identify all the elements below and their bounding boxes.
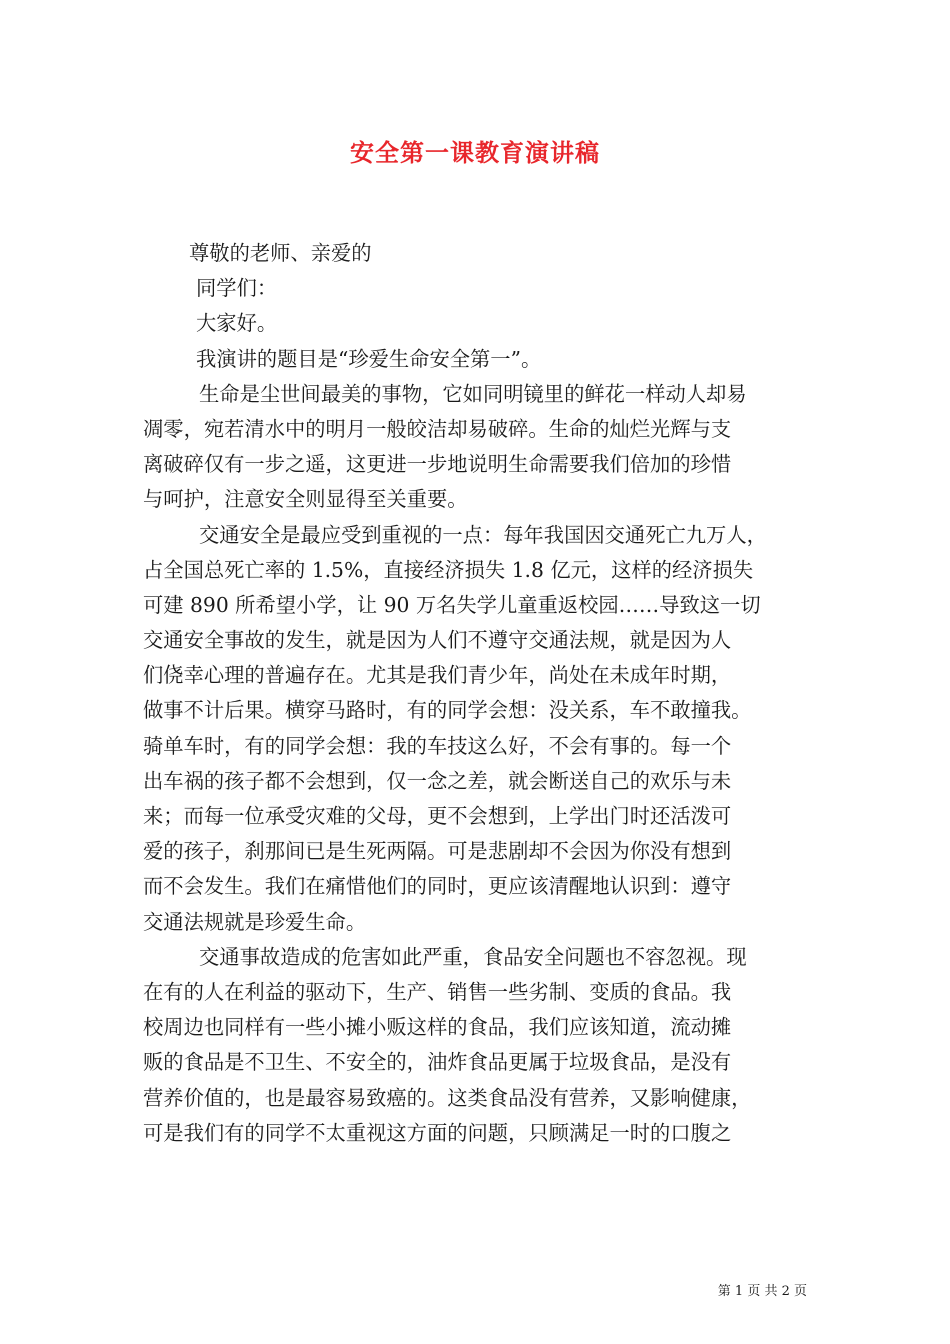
body-line: 校周边也同样有一些小摊小贩这样的食品，我们应该知道，流动摊	[143, 1015, 732, 1040]
body-line: 爱的孩子，刹那间已是生死两隔。可是悲剧却不会因为你没有想到	[143, 839, 732, 864]
body-line: 我演讲的题目是“珍爱生命安全第一”。	[196, 346, 542, 371]
body-line: 来；而每一位承受灾难的父母，更不会想到，上学出门时还活泼可	[143, 804, 732, 828]
body-line: 交通安全事故的发生，就是因为人们不遵守交通法规，就是因为人	[143, 628, 732, 653]
body-line: 离破碎仅有一步之遥，这更进一步地说明生命需要我们倍加的珍惜	[143, 452, 732, 477]
document-body	[143, 236, 808, 1151]
page-title: 安全第一课教育演讲稿	[350, 138, 600, 167]
body-line: 在有的人在利益的驱动下，生产、销售一些劣制、变质的食品。我	[143, 979, 732, 1004]
body-line: 营养价值的，也是最容易致癌的。这类食品没有营养，又影响健康，	[143, 1085, 752, 1110]
body-line: 出车祸的孩子都不会想到，仅一念之差，就会断送自己的欢乐与未	[143, 768, 732, 793]
body-line: 贩的食品是不卫生、不安全的，油炸食品更属于垃圾食品，是没有	[143, 1050, 732, 1075]
page-footer: 第 1 页 共 2 页	[717, 1284, 807, 1299]
body-line: 可建 890 所希望小学，让 90 万名失学儿童重返校园……导致这一切	[143, 592, 761, 617]
body-line: 交通法规就是珍爱生命。	[143, 909, 367, 934]
greeting-line-1: 尊敬的老师、亲爱的	[189, 241, 372, 265]
body-line: 与呵护，注意安全则显得至关重要。	[143, 487, 468, 512]
body-line: 骑单车时，有的同学会想：我的车技这么好，不会有事的。每一个	[143, 733, 732, 758]
body-line: 而不会发生。我们在痛惜他们的同时，更应该清醒地认识到：遵守	[143, 874, 732, 899]
body-line: 交通安全是最应受到重视的一点：每年我国因交通死亡九万人，	[199, 522, 767, 547]
body-line: 们侥幸心理的普遍存在。尤其是我们青少年，尚处在未成年时期，	[143, 663, 732, 688]
body-line: 占全国总死亡率的 1.5%，直接经济损失 1.8 亿元，这样的经济损失	[143, 557, 754, 582]
greeting-line-2: 同学们：	[196, 276, 278, 301]
body-line: 大家好。	[196, 311, 278, 336]
body-line: 凋零，宛若清水中的明月一般皎洁却易破碎。生命的灿烂光辉与支	[143, 416, 732, 441]
body-line: 可是我们有的同学不太重视这方面的问题，只顾满足一时的口腹之	[143, 1120, 732, 1145]
body-line: 交通事故造成的危害如此严重，食品安全问题也不容忽视。现	[199, 944, 747, 969]
body-line: 生命是尘世间最美的事物，它如同明镜里的鲜花一样动人却易	[199, 381, 747, 406]
body-line: 做事不计后果。横穿马路时，有的同学会想：没关系，车不敢撞我。	[143, 698, 752, 723]
